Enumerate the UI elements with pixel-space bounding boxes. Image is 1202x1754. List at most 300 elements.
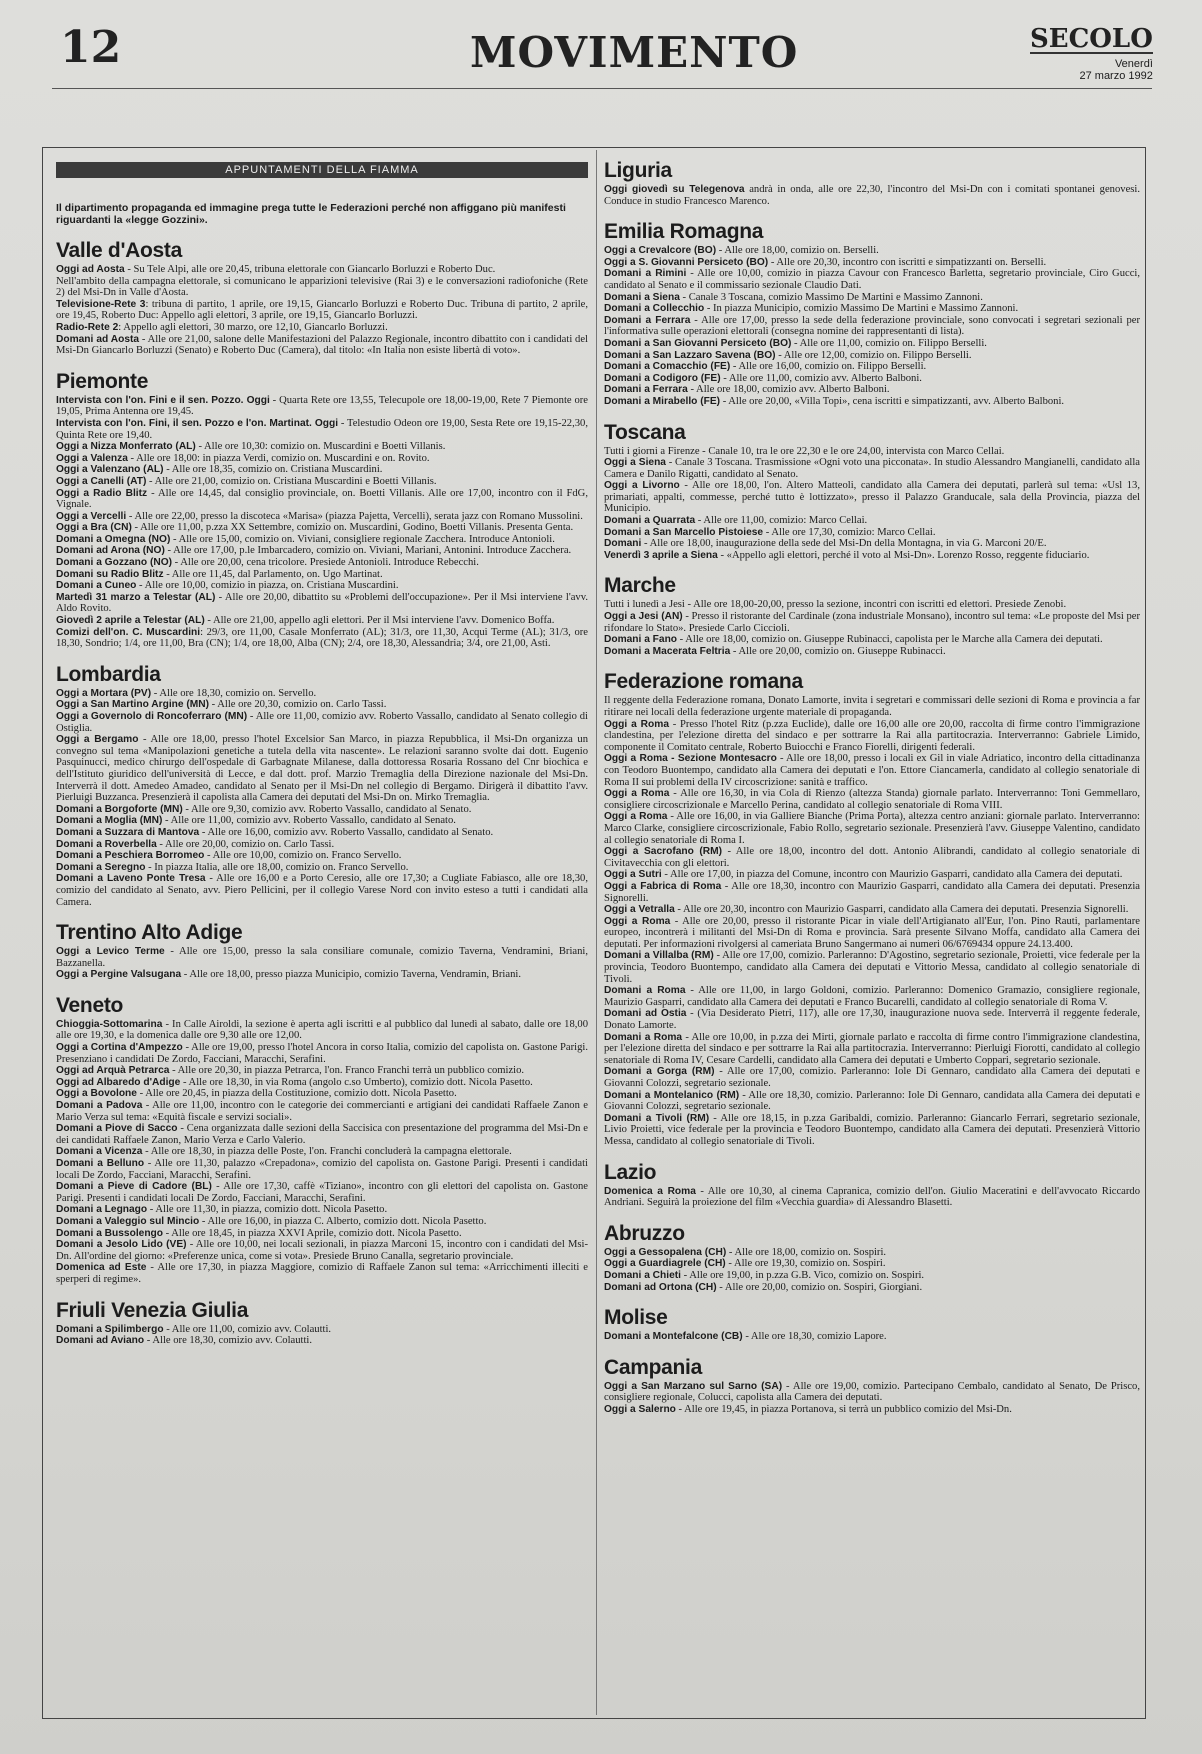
event-entry xyxy=(56,464,588,476)
event-entry xyxy=(604,1247,1140,1259)
event-text: - Alle ore 10,00, comizio in piazza Cavour con Francesco Barletta, segretario provinciale, Ciro Gucci, candidato al Senato e il commissario sezionale Claudio Dati. xyxy=(604,268,1140,291)
region-heading: Trentino Alto Adige xyxy=(56,921,243,945)
event-entry xyxy=(604,1258,1140,1270)
event-entry xyxy=(604,350,1140,362)
event-lead: Domani a Gorga (RM) xyxy=(604,1066,715,1078)
event-text: - Alle ore 11,00, in largo Goldoni, comizio. Parleranno: Domenico Gramazio, consigliere regionale, Maurizio Gasparri, candidato alla Camera dei deputati e Franco Bucarelli, candidato al collegio senatoriale di Roma V. xyxy=(604,985,1140,1008)
event-entry xyxy=(56,1042,588,1065)
event-lead: Domani a Macerata Feltria xyxy=(604,645,731,657)
event-lead: Oggi a Siena xyxy=(604,457,666,469)
event-text: - Alle ore 10,30, al cinema Capranica, comizio dell'on. Giulio Maceratini e dell'avvocato Riccardo Andriani. Seguirà la proiezione del film «Vecchia guardia» di Alessandro Blasetti. xyxy=(604,1185,1140,1209)
event-entry xyxy=(56,827,588,839)
event-entry xyxy=(56,839,588,851)
event-entry xyxy=(604,1381,1140,1404)
region-heading: Toscana xyxy=(604,420,686,444)
event-text: - Alle ore 20,30, in piazza Petrarca, l'on. Franco Franchi terrà un pubblico comizio. xyxy=(169,1065,525,1077)
event-entry xyxy=(604,719,1140,754)
event-text: - Alle ore 18,00, l'on. Altero Matteoli, candidato alla Camera dei deputati, parlerà sul tema: «Usl 13, primariati, appalti, commesse, perché tutto è lottizzato», presso il Palazzo Granducale, sala della Provincia, piazza del Municipio. xyxy=(604,480,1140,515)
event-text: - Alle ore 10,30: comizio on. Muscardini e Boetti Villanis. xyxy=(195,441,446,453)
event-entry xyxy=(604,315,1140,338)
region-section xyxy=(604,1223,1140,1293)
event-text: - Alle ore 20,00, «Villa Topi», cena iscritti e simpatizzanti, avv. Alberto Balboni. xyxy=(720,395,1065,407)
event-text: - Alle ore 15,00, comizio on. Viviani, consigliere regionale Zacchera. Introduce Antonioli. xyxy=(170,533,555,545)
event-text: - Alle ore 20,30, incontro con iscritti e simpatizzanti on. Berselli. xyxy=(768,256,1047,268)
event-entry xyxy=(56,1065,588,1077)
event-text: - Alle ore 11,00, incontro con le categorie dei commercianti e artigiani dei candidati Raffaele Zanon e Mario Verza sul tema: «Equità fiscale e servizi sociali». xyxy=(56,1100,588,1123)
region-heading: Lombardia xyxy=(56,662,161,686)
event-lead: Domenica ad Este xyxy=(56,1262,147,1274)
event-entry xyxy=(56,1158,588,1181)
event-text: - Alle ore 19,30, comizio on. Sospiri. xyxy=(725,1258,886,1270)
region-section xyxy=(56,995,588,1286)
event-entry xyxy=(604,611,1140,634)
event-lead: Domani ad Arona (NO) xyxy=(56,545,165,557)
right-column xyxy=(604,160,1140,1715)
event-entry xyxy=(56,569,588,581)
event-text: - Cena organizzata dalle sezioni della Saccisica con presentazione del programma del Msi-Dn e dei candidati Raffaele Zanon, Mario Verza e Carlo Valerio. xyxy=(56,1123,588,1146)
event-entry xyxy=(56,615,588,627)
event-text: - Alle ore 11,00, comizio avv. Roberto Vassallo, candidato al Senato collegio di Ostiglia. xyxy=(56,711,588,734)
event-text: - Alle ore 21,00, salone delle Manifestazioni del Palazzo Regionale, incontro dibattito con i candidati del Msi-Dn Giancarlo Borluzzi (Senato) e Roberto Duc (Camera), dal titolo: «In Italia non esiste libertà di voto». xyxy=(56,333,588,357)
event-lead: Domani a Villalba (RM) xyxy=(604,950,714,962)
event-lead: Comizi dell'on. C. Muscardini xyxy=(56,626,201,638)
event-entry xyxy=(56,1019,588,1042)
event-lead: Oggi a Livorno xyxy=(604,480,680,492)
event-text: - Alle ore 21,00, appello agli elettori. Per il Msi interviene l'avv. Domenico Boffa. xyxy=(204,615,555,627)
event-entry xyxy=(56,1324,588,1336)
event-text: - Alle ore 11,30, palazzo «Crepadona», comizio del capolista on. Gastone Parigi. Presenti i candidati locali De Zordo, Facciani, Maracchi, Serafini. xyxy=(56,1158,588,1181)
event-lead: Oggi a Gessopalena (CH) xyxy=(604,1246,727,1258)
event-lead: Oggi a Sacrofano (RM) xyxy=(604,846,723,858)
event-lead: Oggi a Vercelli xyxy=(56,510,127,522)
event-entry xyxy=(604,1282,1140,1294)
event-lead: Domani a Laveno Ponte Tresa xyxy=(56,873,206,885)
event-entry xyxy=(56,1123,588,1146)
event-entry xyxy=(604,515,1140,527)
event-entry xyxy=(56,395,588,418)
event-entry xyxy=(56,418,588,441)
event-entry xyxy=(604,245,1140,257)
event-entry xyxy=(604,1270,1140,1282)
event-entry xyxy=(604,303,1140,315)
event-lead: Oggi a S. Giovanni Persiceto (BO) xyxy=(604,256,769,268)
event-text: - In piazza Italia, alle ore 18,00, comizio on. Franco Servello. xyxy=(145,861,409,873)
event-text: - Presso il ristorante del Cardinale (zona industriale Monsano), incontro sul tema: «Le proposte del Msi per rifondare lo Stato». Presiede Carlo Ciccioli. xyxy=(604,611,1140,634)
event-lead: Oggi a San Martino Argine (MN) xyxy=(56,699,210,711)
region-heading: Valle d'Aosta xyxy=(56,239,182,262)
event-lead: Intervista con l'on. Fini, il sen. Pozzo e l'on. Martinat. Oggi xyxy=(56,417,339,429)
event-entry xyxy=(56,1216,588,1228)
event-lead: Oggi a Valenza xyxy=(56,452,128,464)
event-entry xyxy=(56,1239,588,1262)
event-text: - Alle ore 17,00, in piazza del Comune, incontro con Maurizio Gasparri, candidato alla Camera dei deputati. xyxy=(661,869,1123,881)
event-entry xyxy=(604,527,1140,539)
event-lead: Domani a Seregno xyxy=(56,861,146,873)
event-entry xyxy=(604,846,1140,869)
event-text: andrà in onda, alle ore 22,30, l'incontro del Msi-Dn con i comitati spontanei genovesi. Conduce in studio Francesco Marenco. xyxy=(604,184,1140,207)
event-entry xyxy=(56,862,588,874)
event-text: - Alle ore 18,45, in piazza XXVI Aprile, comizio dott. Nicola Pasetto. xyxy=(162,1227,462,1239)
event-lead: Domani xyxy=(604,538,642,550)
event-lead: Domani ad Ostia xyxy=(604,1008,687,1020)
event-text: - Alle ore 18,30, comizio Lapore. xyxy=(742,1331,887,1343)
event-entry xyxy=(56,1088,588,1100)
event-text: - Alle ore 19,45, in piazza Portanova, si terrà un pubblico comizio del Msi-Dn. xyxy=(675,1403,1012,1415)
event-lead: Intervista con l'on. Fini e il sen. Pozzo. Oggi xyxy=(56,394,270,406)
event-text: : 29/3, ore 11,00, Casale Monferrato (AL); 31/3, ore 11,30, Acqui Terme (AL); 31/3, ore 18,30, Sondrio; 1/4, ore 11,00, Bra (CN); 1/4, ore 18,00, Alba (CN); 2/4, ore 18,30, Alessandria; 3/4, ore 21,00, Asti. xyxy=(56,626,588,650)
event-lead: Oggi a Canelli (AT) xyxy=(56,475,147,487)
region-section xyxy=(56,664,588,908)
event-text: - Alle ore 20,00, comizio on. Giuseppe Rubinacci. xyxy=(730,645,946,657)
event-text: - Alle ore 17,00, presso la sede della federazione provinciale, sono convocati i segretari sezionali per l'informativa sulle operazioni elettorali (consegna nomine dei rappresentanti di lista). xyxy=(604,314,1140,338)
region-section xyxy=(56,1300,588,1347)
event-text: - Alle ore 16,30, in via Cola di Rienzo (altezza Standa) giornale parlato. Interverranno: Toni Gemmellaro, consigliere circoscrizionale e Marcello Perina, candidato al collegio senatoriale di Roma VIII. xyxy=(604,788,1140,811)
event-text: - Alle ore 19,00, in p.zza G.B. Vico, comizio on. Sospiri. xyxy=(680,1269,925,1281)
region-section xyxy=(604,1357,1140,1416)
event-lead: Domani a Tivoli (RM) xyxy=(604,1112,710,1124)
region-section xyxy=(604,1162,1140,1209)
event-text: - Alle ore 16,00, comizio on. Filippo Berselli. xyxy=(730,361,927,373)
event-entry xyxy=(604,361,1140,373)
event-text: - Alle ore 11,00, comizio avv. Colautti. xyxy=(163,1323,332,1335)
event-text: - Alle ore 20,00, comizio on. Carlo Tassi. xyxy=(156,838,335,850)
event-entry xyxy=(56,545,588,557)
event-entry xyxy=(56,264,588,276)
event-entry xyxy=(56,1100,588,1123)
event-text: - «Appello agli elettori, perché il voto al Msi-Dn». Lorenzo Rosso, reggente fiduciario. xyxy=(717,549,1090,561)
masthead-date: 27 marzo 1992 xyxy=(1079,70,1153,82)
event-entry xyxy=(56,804,588,816)
event-text: Tutti i lunedì a Jesi - Alle ore 18,00-20,00, presso la sezione, incontri con iscritti ed elettori. Presiede Zenobi. xyxy=(604,599,1067,611)
event-text: - Alle ore 18,00, presso i locali ex Gil in viale Adriatico, incontro della cittadinanza con Teodoro Buontempo, candidato alla Camera dei deputati e l'on. Ettore Ciancamerla, candidato al collegio senatoriale di Roma II sui problemi della IV circoscrizione: sanità e traffico. xyxy=(604,753,1140,788)
event-entry xyxy=(56,511,588,523)
event-lead: Oggi ad Albaredo d'Adige xyxy=(56,1076,181,1088)
event-entry xyxy=(604,538,1140,550)
page-number: 12 xyxy=(60,22,122,73)
event-lead: Domani a Spilimbergo xyxy=(56,1323,164,1335)
event-entry xyxy=(604,1090,1140,1113)
event-entry xyxy=(604,1113,1140,1148)
event-entry xyxy=(56,1146,588,1158)
event-lead: Domani a Cuneo xyxy=(56,580,137,592)
event-text: - Alle ore 15,00, presso la sala consiliare comunale, comizio Taverna, Vendramini, Briani, Bazzanella. xyxy=(56,946,588,969)
event-entry xyxy=(604,985,1140,1008)
event-text: - Alle ore 18,00, comizio on. Sospiri. xyxy=(726,1246,887,1258)
event-text: - Su Tele Alpi, alle ore 20,45, tribuna elettorale con Giancarlo Borluzzi e Roberto Duc. xyxy=(124,264,496,275)
region-section xyxy=(604,160,1140,207)
event-lead: Oggi a Sutri xyxy=(604,869,662,881)
event-text: - Alle ore 16,00 e a Porto Ceresio, alle ore 17,30; a Cugliate Fabiasco, alle ore 18,30, comizio del candidato al Senato, avv. Piero Pellicini, per il collegio Varese Nord con invito esteso a tutti i candidati alla Camera. xyxy=(56,873,588,908)
event-text: - Alle ore 19,00, comizio. Partecipano Cembalo, candidato al Senato, De Prisco, consigliere regionale, Colucci, capolista alla Camera dei deputati. xyxy=(604,1380,1140,1404)
event-text: - Alle ore 20,45, in piazza della Costituzione, comizio dott. Nicola Pasetto. xyxy=(136,1088,457,1100)
event-lead: Oggi a Roma xyxy=(604,915,671,927)
event-text: - Alle ore 18,30, in via Roma (angolo c.so Umberto), comizio dott. Nicola Pasetto. xyxy=(180,1076,533,1088)
event-entry xyxy=(604,1066,1140,1089)
event-entry xyxy=(56,592,588,615)
event-lead: Oggi a San Marzano sul Sarno (SA) xyxy=(604,1380,783,1392)
event-entry xyxy=(604,788,1140,811)
event-text: - Alle ore 12,00, comizio on. Filippo Berselli. xyxy=(775,349,972,361)
event-entry xyxy=(56,1335,588,1347)
event-lead: Domani a Siena xyxy=(604,291,680,303)
event-text: - Alle ore 11,30, in piazza, comizio dott. Nicola Pasetto. xyxy=(147,1204,388,1216)
event-text: - Alle ore 18,00, presso piazza Municipio, comizio Taverna, Vendramin, Briani. xyxy=(181,969,521,981)
event-entry xyxy=(604,1331,1140,1343)
region-section xyxy=(604,221,1140,407)
event-lead: Televisione-Rete 3 xyxy=(56,298,146,310)
event-entry xyxy=(56,441,588,453)
event-text: - Alle ore 18,00, inaugurazione della sede del Msi-Dn della Montagna, in via G. Marconi 20/E. xyxy=(641,538,1047,550)
event-text: - Alle ore 18,00, presso l'hotel Excelsior San Marco, in piazza Repubblica, il Msi-Dn organizza un convegno sul tema «Manipolazioni genetiche a tutela della vita nascente». Le relazioni saranno svolte dai dott. Eugenio Pasquinucci, medico chirurgo dell'ospedale di Garbagnate Milanese, dalla dottoressa Rosaria Rossano del Cnr biochica e dell'Istituto giuridico dell'università di Lecce, e dal dott. prof. Marzio Tremaglia della Direzione nazionale del Msi-Dn. Interverrà il dott. Amedeo Amadeo, candidato al Senato per il Msi-Dn nel collegio di Bergamo. Dirigerà il dibattito l'avv. Pierluigi Buzzanca. Presenzierà il capolista alla Camera dei deputati del Msi-Dn on. Mirko Tremaglia. xyxy=(56,734,588,804)
masthead-day: Venerdì xyxy=(1114,58,1153,70)
event-lead: Domani a Jesolo Lido (VE) xyxy=(56,1239,187,1251)
event-lead: Domani a Peschiera Borromeo xyxy=(56,850,205,862)
event-lead: Martedì 31 marzo a Telestar (AL) xyxy=(56,591,216,603)
event-entry xyxy=(604,1032,1140,1067)
event-entry xyxy=(604,599,1140,611)
event-entry xyxy=(56,850,588,862)
event-text: - Alle ore 20,00, dibattito su «Problemi dell'occupazione». Per il Msi interviene l'avv. Aldo Rovito. xyxy=(56,591,588,615)
event-lead: Oggi a Levico Terme xyxy=(56,946,165,958)
event-text: - Alle ore 22,00, presso la discoteca «Marisa» (piazza Pajetta, Vercelli), serata jazz con Romano Mussolini. xyxy=(126,510,583,522)
event-lead: Oggi a Roma xyxy=(604,718,669,730)
event-entry xyxy=(56,1077,588,1089)
header-rule xyxy=(52,88,1152,89)
event-entry xyxy=(56,1204,588,1216)
event-lead: Oggi a Radio Blitz xyxy=(56,487,148,499)
event-lead: Domani a Piove di Sacco xyxy=(56,1123,178,1135)
event-entry xyxy=(604,292,1140,304)
event-lead: Oggi a Bovolone xyxy=(56,1088,137,1100)
event-text: - Alle ore 21,00, comizio on. Cristiana Muscardini e Boetti Villanis. xyxy=(146,475,437,487)
event-entry xyxy=(56,453,588,465)
event-lead: Domani a Montefalcone (CB) xyxy=(604,1331,743,1343)
event-entry xyxy=(56,688,588,700)
event-lead: Domani ad Ortona (CH) xyxy=(604,1281,717,1293)
event-lead: Domani a Pieve di Cadore (BL) xyxy=(56,1181,212,1193)
event-entry xyxy=(56,734,588,804)
event-entry xyxy=(604,881,1140,904)
event-lead: Domani a Rimini xyxy=(604,268,687,280)
event-entry xyxy=(604,753,1140,788)
event-text: Tutti i giorni a Firenze - Canale 10, tra le ore 22,30 e le ore 24,00, intervista con Marco Cellai. xyxy=(604,445,1005,457)
event-entry xyxy=(56,1228,588,1240)
event-entry xyxy=(604,257,1140,269)
region-heading: Piemonte xyxy=(56,369,149,393)
region-heading: Federazione romana xyxy=(604,670,803,694)
event-lead: Oggi a Vetralla xyxy=(604,904,675,916)
region-section xyxy=(604,422,1140,562)
region-section xyxy=(56,371,588,650)
event-entry xyxy=(604,373,1140,385)
event-text: - Quarta Rete ore 13,55, Telecupole ore 18,00-19,00, Rete 7 Piemonte ore 19,05, Prima Antenna ore 19,45. xyxy=(56,394,588,418)
region-heading: Abruzzo xyxy=(604,1221,685,1245)
event-text: - Alle ore 11,00, comizio avv. Alberto Balboni. xyxy=(720,372,922,384)
event-entry xyxy=(56,557,588,569)
event-lead: Oggi a Nizza Monferrato (AL) xyxy=(56,441,196,453)
event-lead: Oggi a Bra (CN) xyxy=(56,522,132,534)
event-text: - Alle ore 11,00, p.zza XX Settembre, comizio on. Muscardini, Godino, Boetti Villanis. Presenta Genta. xyxy=(131,522,574,534)
event-lead: Venerdì 3 aprile a Siena xyxy=(604,549,718,561)
region-heading: Marche xyxy=(604,574,676,598)
event-text: - (Via Desiderato Pietri, 117), alle ore 17,30, inaugurazione nuova sede. Interverrà il reggente federale, Donato Lamorte. xyxy=(604,1008,1140,1032)
event-text: - Alle ore 11,00, comizio on. Filippo Berselli. xyxy=(791,337,987,349)
event-entry xyxy=(604,480,1140,515)
column-divider xyxy=(596,150,597,1715)
event-text: - Alle ore 20,00, comizio on. Sospiri, Giorgiani. xyxy=(716,1281,923,1293)
event-text: - Alle ore 11,00, comizio avv. Roberto Vassallo, candidato al Senato. xyxy=(162,815,456,827)
region-heading: Molise xyxy=(604,1306,668,1330)
event-text: - Alle ore 10,00, comizio on. Franco Servello. xyxy=(204,850,402,862)
event-text: - Alle ore 14,45, dal consiglio provinciale, on. Boetti Villanis. Alle ore 17,00, incontro con il FdG, Vignale. xyxy=(56,487,588,511)
event-lead: Domani a San Giovanni Persiceto (BO) xyxy=(604,337,792,349)
event-entry xyxy=(604,950,1140,985)
event-text: - Alle ore 20,30, comizio on. Carlo Tassi. xyxy=(209,699,387,711)
event-text: - Alle ore 18,30, comizio on. Servello. xyxy=(151,687,317,699)
event-lead: Oggi giovedì su Telegenova xyxy=(604,184,745,195)
event-text: - Alle ore 17,30, comizio: Marco Cellai. xyxy=(763,526,936,538)
event-lead: Domani a Fano xyxy=(604,634,678,646)
event-text: - Alle ore 16,00, in via Galliere Bianche (Prima Porta), altezza centro anziani: giornale parlato. Interverranno: Marco Clarke, consigliere circoscrizionale, Fabio Rollo, segretario sezionale. Presenzierà l'avv. Giuseppe Valentino, candidato al collegio senatoriale di Roma I. xyxy=(604,811,1140,846)
event-lead: Domani a Roma xyxy=(604,985,686,997)
masthead xyxy=(1030,26,1153,82)
event-entry xyxy=(604,1186,1140,1209)
event-lead: Domani a Gozzano (NO) xyxy=(56,557,173,569)
event-lead: Domani a Suzzara di Mantova xyxy=(56,826,200,838)
event-entry xyxy=(604,916,1140,951)
event-entry xyxy=(56,334,588,357)
event-lead: Domani a Comacchio (FE) xyxy=(604,361,731,373)
event-text: - Alle ore 18,30, comizio. Parleranno: Iole Di Gennaro, candidata alla Camera dei deputati e Giovanni Colozzi, segretario sezionale. xyxy=(604,1089,1140,1113)
event-text: - Alle ore 11,00, comizio: Marco Cellai. xyxy=(695,515,868,527)
event-entry xyxy=(604,268,1140,291)
event-text: - Alle ore 17,00, comizio. Parleranno: D'Agostino, segretario sezionale, Proietti, vice federale per la provincia, Teodoro Buontempo, candidato alla Camera dei deputati e Vittorio Messa, candidato al collegio senatoriale di Tivoli. xyxy=(604,950,1140,985)
event-text: - Alle ore 18,30, in piazza delle Poste, l'on. Franchi concluderà la campagna elettorale. xyxy=(142,1146,512,1158)
event-lead: Domani a Codigoro (FE) xyxy=(604,372,721,384)
event-entry xyxy=(604,646,1140,658)
event-lead: Domani a Valeggio sul Mincio xyxy=(56,1215,200,1227)
event-text: - Alle ore 18,35, comizio on. Cristiana Muscardini. xyxy=(163,464,383,476)
event-lead: Oggi a Crevalcore (BO) xyxy=(604,245,717,257)
section-title: MOVIMENTO xyxy=(470,28,799,77)
event-entry xyxy=(604,384,1140,396)
region-section xyxy=(604,1307,1140,1343)
rubric-banner: APPUNTAMENTI DELLA FIAMMA xyxy=(56,162,588,178)
region-heading: Veneto xyxy=(56,993,124,1017)
region-heading: Lazio xyxy=(604,1160,657,1184)
masthead-logo: SECOLO xyxy=(1030,24,1153,54)
right-regions xyxy=(604,160,1140,1416)
event-entry xyxy=(604,396,1140,408)
event-text: - Alle ore 18,00, comizio on. Giuseppe Rubinacci, capolista per le Marche alla Camera dei deputati. xyxy=(677,634,1103,646)
event-text: - Alle ore 10,00, nei locali sezionali, in piazza Marconi 15, incontro con i candidati del Msi-Dn. All'ordine del giorno: «Preferenze unica, come si vota». Presiede Bruno Canalla, segretario provinciale. xyxy=(56,1239,588,1262)
region-heading: Emilia Romagna xyxy=(604,220,764,244)
event-lead: Domani a Montelanico (RM) xyxy=(604,1089,740,1101)
event-text: - Alle ore 9,30, comizio avv. Roberto Vassallo, candidato al Senato. xyxy=(182,803,472,815)
event-text: - In Calle Airoldi, la sezione è aperta agli iscritti e al pubblico dal lunedì al sabato, dalle ore 18,00 alle ore 19,30, e la domenica dalle ore 9,30 alle ore 12,00. xyxy=(56,1018,588,1042)
event-text: - Canale 3 Toscana. Trasmissione «Ogni voto una picconata». In studio Alessandro Mangianelli, candidato alla Camera e Danilo Rigatti, candidato al Senato. xyxy=(604,457,1140,480)
event-entry xyxy=(56,299,588,322)
event-lead: Domani a Collecchio xyxy=(604,303,705,315)
event-text: - Alle ore 17,30, in piazza Maggiore, comizio di Raffaele Zanon sul tema: «Arricchimenti illeciti e sperperi di regime». xyxy=(56,1262,588,1285)
event-text: - Alle ore 18,00, incontro del dott. Antonio Alibrandi, candidato al collegio senatoriale di Civitavecchia con gli elettori. xyxy=(604,846,1140,869)
event-text: - Alle ore 11,45, dal Parlamento, on. Ugo Martinat. xyxy=(163,568,383,580)
event-lead: Oggi a Cortina d'Ampezzo xyxy=(56,1042,183,1054)
event-lead: Domani a Ferrara xyxy=(604,314,691,326)
event-lead: Domani a Quarrata xyxy=(604,515,696,527)
region-section xyxy=(604,575,1140,657)
event-text: - Alle ore 18,00, comizio on. Berselli. xyxy=(716,245,879,257)
event-text: - Presso l'hotel Ritz (p.zza Euclide), dalle ore 16,00 alle ore 20,00, raccolta di firme contro l'immigrazione clandestina, per l'elezione diretta del sindaco e per sottrarre la Rai alla partitocrazia. Interverranno: Gabriele Limido, componente il Comitato centrale, Roberto Buiocchi e Franco Fiorelli, dirigenti federali. xyxy=(604,718,1140,753)
event-text: - Alle ore 17,30, caffè «Tiziano», incontro con gli elettori del capolista on. Gastone Parigi. Presenti i candidati locali De Zordo, Facciani, Maracchi, Serafini. xyxy=(56,1181,588,1204)
event-lead: Domani a San Marcello Pistoiese xyxy=(604,526,764,538)
event-entry xyxy=(604,338,1140,350)
region-section xyxy=(604,671,1140,1147)
event-lead: Oggi a Salerno xyxy=(604,1403,676,1415)
event-entry xyxy=(604,1404,1140,1416)
event-lead: Oggi a Guardiagrele (CH) xyxy=(604,1258,726,1270)
event-lead: Oggi a Bergamo xyxy=(56,734,139,746)
region-section xyxy=(56,922,588,981)
region-section xyxy=(56,240,588,357)
event-entry xyxy=(56,322,588,334)
event-lead: Domani ad Aviano xyxy=(56,1335,145,1347)
event-lead: Oggi ad Arquà Petrarca xyxy=(56,1065,170,1077)
event-lead: Oggi ad Aosta xyxy=(56,264,125,275)
event-lead: Oggi a Jesi (AN) xyxy=(604,611,683,623)
event-lead: Domani a Vicenza xyxy=(56,1146,143,1158)
event-text: - Alle ore 18,15, in p.zza Garibaldi, comizio. Parleranno: Giancarlo Ferrari, segretario sezionale, Livio Proietti, vice federale per la provincia e Teodoro Buontempo, candidato alla Camera dei deputati. Presenzierà Vittorio Messa, candidato al collegio senatoriale di Tivoli. xyxy=(604,1112,1140,1147)
event-entry xyxy=(56,522,588,534)
event-text: - Alle ore 20,00, presso il ristorante Picar in viale dell'Artigianato all'Eur, l'on. Pino Rauti, parlamentare europeo, incontrerà i militanti del Msi-Dn di Roma e provincia. Sarà presente Silvano Moffa, candidato alla Camera dei deputati. Per informazioni rivolgersi al cameriata Bruno Sangermano ai numeri 06/6769434 oppure 24.13.400. xyxy=(604,915,1140,950)
event-lead: Domani a Moglia (MN) xyxy=(56,815,163,827)
event-lead: Oggi a Roma xyxy=(604,788,670,800)
event-text: - Alle ore 16,00, in piazza C. Alberto, comizio dott. Nicola Pasetto. xyxy=(199,1215,487,1227)
event-entry xyxy=(56,873,588,908)
left-column xyxy=(56,160,588,1715)
event-entry xyxy=(604,811,1140,846)
event-lead: Domani a San Lazzaro Savena (BO) xyxy=(604,349,776,361)
event-lead: Domenica a Roma xyxy=(604,1185,696,1197)
event-lead: Chioggia-Sottomarina xyxy=(56,1018,163,1030)
event-text: - Canale 3 Toscana, comizio Massimo De Martini e Massimo Zannoni. xyxy=(679,291,983,303)
event-text: Nell'ambito della campagna elettorale, si comunicano le apparizioni televisive (Rai 3) e le conversazioni radiofoniche (Rete 2) del Msi-Dn in Valle d'Aosta. xyxy=(56,275,588,299)
event-entry xyxy=(56,946,588,969)
event-entry xyxy=(56,476,588,488)
event-text: - Alle ore 18,00: in piazza Verdi, comizio on. Muscardini e on. Rovito. xyxy=(127,452,430,464)
event-entry xyxy=(56,1181,588,1204)
event-text: - Alle ore 17,00, p.le Imbarcadero, comizio on. Viviani, Mariani, Antonini. Introduce Zacchera. xyxy=(164,545,572,557)
event-entry xyxy=(56,699,588,711)
event-text: - Alle ore 18,30, comizio avv. Colautti. xyxy=(144,1335,313,1347)
event-entry xyxy=(56,580,588,592)
event-entry xyxy=(56,1262,588,1285)
event-lead: Domani a Padova xyxy=(56,1100,143,1112)
event-lead: Oggi a Pergine Valsugana xyxy=(56,969,182,981)
event-lead: Oggi a Valenzano (AL) xyxy=(56,464,164,476)
event-entry xyxy=(604,904,1140,916)
event-entry xyxy=(56,488,588,511)
event-lead: Giovedì 2 aprile a Telestar (AL) xyxy=(56,615,205,627)
event-entry xyxy=(604,1008,1140,1031)
event-lead: Oggi a Roma xyxy=(604,811,668,823)
event-entry xyxy=(604,457,1140,480)
event-lead: Domani a Ferrara xyxy=(604,384,688,396)
event-lead: Domani a Belluno xyxy=(56,1158,145,1169)
event-lead: Domani a Omegna (NO) xyxy=(56,533,171,545)
event-entry xyxy=(604,446,1140,458)
intro-notice: Il dipartimento propaganda ed immagine prega tutte le Federazioni perché non affiggano più manifesti riguardanti la «legge Gozzini». xyxy=(56,202,566,226)
